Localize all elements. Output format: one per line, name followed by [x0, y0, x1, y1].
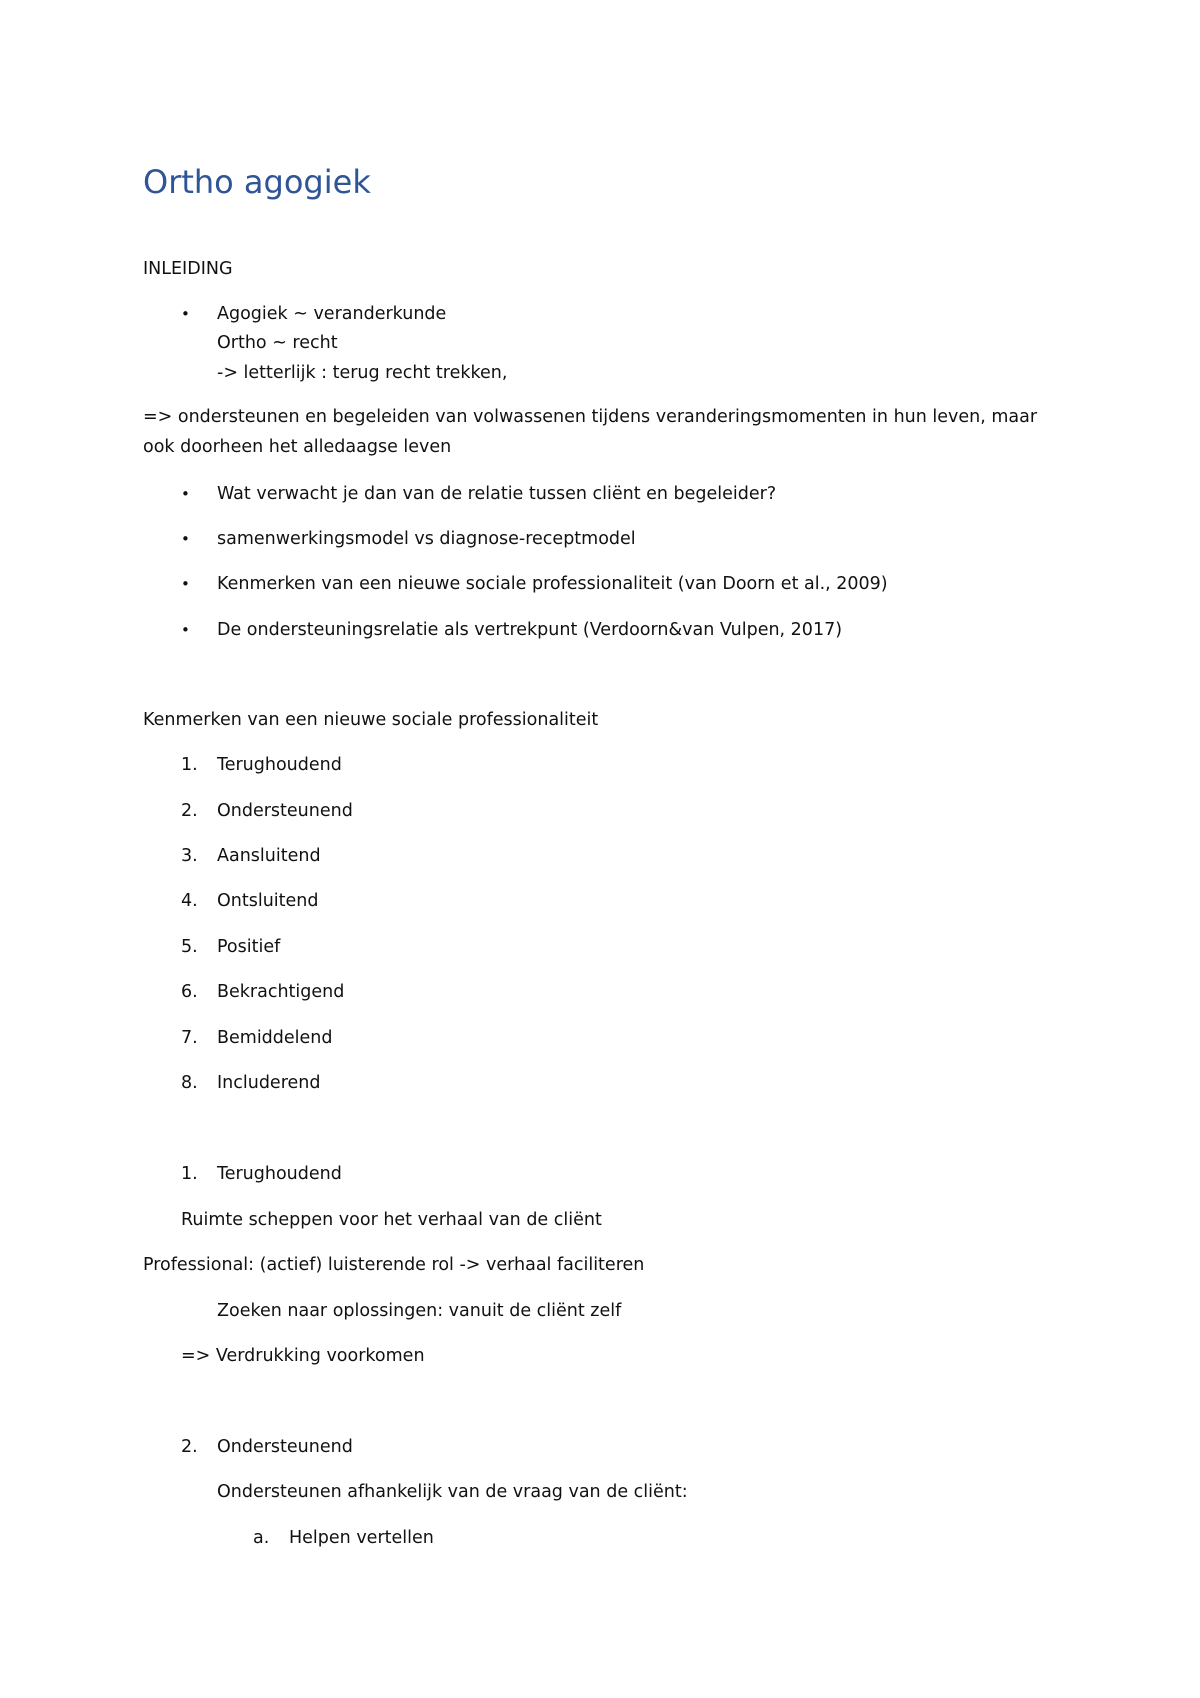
- detail-heading: Ondersteunend: [217, 1437, 353, 1457]
- bullet-icon: •: [181, 305, 190, 323]
- list-number: 8.: [181, 1073, 198, 1093]
- intro-bullet-line: Agogiek ~ veranderkunde: [217, 304, 447, 324]
- detail-heading: Terughoudend: [217, 1164, 342, 1184]
- detail-line: => Verdrukking voorkomen: [181, 1346, 425, 1366]
- list-number: 1.: [181, 755, 198, 775]
- section-heading-kenmerken: Kenmerken van een nieuwe sociale professionaliteit: [143, 710, 599, 730]
- list-item-text: De ondersteuningsrelatie als vertrekpunt (Verdoorn&van Vulpen, 2017): [217, 620, 843, 640]
- intro-bullet-line: Ortho ~ recht: [217, 333, 338, 353]
- detail-line: Ondersteunen afhankelijk van de vraag van de cliënt:: [217, 1482, 688, 1502]
- list-number: 2.: [181, 1437, 198, 1457]
- detail-line: Ruimte scheppen voor het verhaal van de cliënt: [181, 1210, 602, 1230]
- list-item-text: Terughoudend: [217, 755, 342, 775]
- bullet-icon: •: [181, 530, 190, 548]
- list-number: 2.: [181, 801, 198, 821]
- list-item-text: Aansluitend: [217, 846, 321, 866]
- list-number: 1.: [181, 1164, 198, 1184]
- list-item-text: Kenmerken van een nieuwe sociale professionaliteit (van Doorn et al., 2009): [217, 574, 888, 594]
- list-item-text: Ontsluitend: [217, 891, 319, 911]
- bullet-icon: •: [181, 485, 190, 503]
- list-item-text: Positief: [217, 937, 281, 957]
- conclusion-line: => ondersteunen en begeleiden van volwassenen tijdens veranderingsmomenten in hun leven, maar: [143, 407, 1038, 427]
- list-item-text: Bemiddelend: [217, 1028, 333, 1048]
- list-item-text: Ondersteunend: [217, 801, 353, 821]
- list-item-text: samenwerkingsmodel vs diagnose-receptmodel: [217, 529, 636, 549]
- list-item-text: Bekrachtigend: [217, 982, 345, 1002]
- list-number: 6.: [181, 982, 198, 1002]
- list-item-text: Wat verwacht je dan van de relatie tussen cliënt en begeleider?: [217, 484, 777, 504]
- section-heading-inleiding: INLEIDING: [143, 259, 233, 279]
- sub-list-item: Helpen vertellen: [289, 1528, 434, 1548]
- list-number: 7.: [181, 1028, 198, 1048]
- list-number: 3.: [181, 846, 198, 866]
- bullet-icon: •: [181, 621, 190, 639]
- sub-list-letter: a.: [253, 1528, 270, 1548]
- list-item-text: Includerend: [217, 1073, 321, 1093]
- detail-line: Professional: (actief) luisterende rol -> verhaal faciliteren: [143, 1255, 645, 1275]
- conclusion-line: ook doorheen het alledaagse leven: [143, 437, 452, 457]
- bullet-icon: •: [181, 575, 190, 593]
- page-title: Ortho agogiek: [143, 163, 371, 201]
- intro-bullet-line: -> letterlijk : terug recht trekken,: [217, 363, 508, 383]
- list-number: 4.: [181, 891, 198, 911]
- list-number: 5.: [181, 937, 198, 957]
- detail-line: Zoeken naar oplossingen: vanuit de cliënt zelf: [217, 1301, 622, 1321]
